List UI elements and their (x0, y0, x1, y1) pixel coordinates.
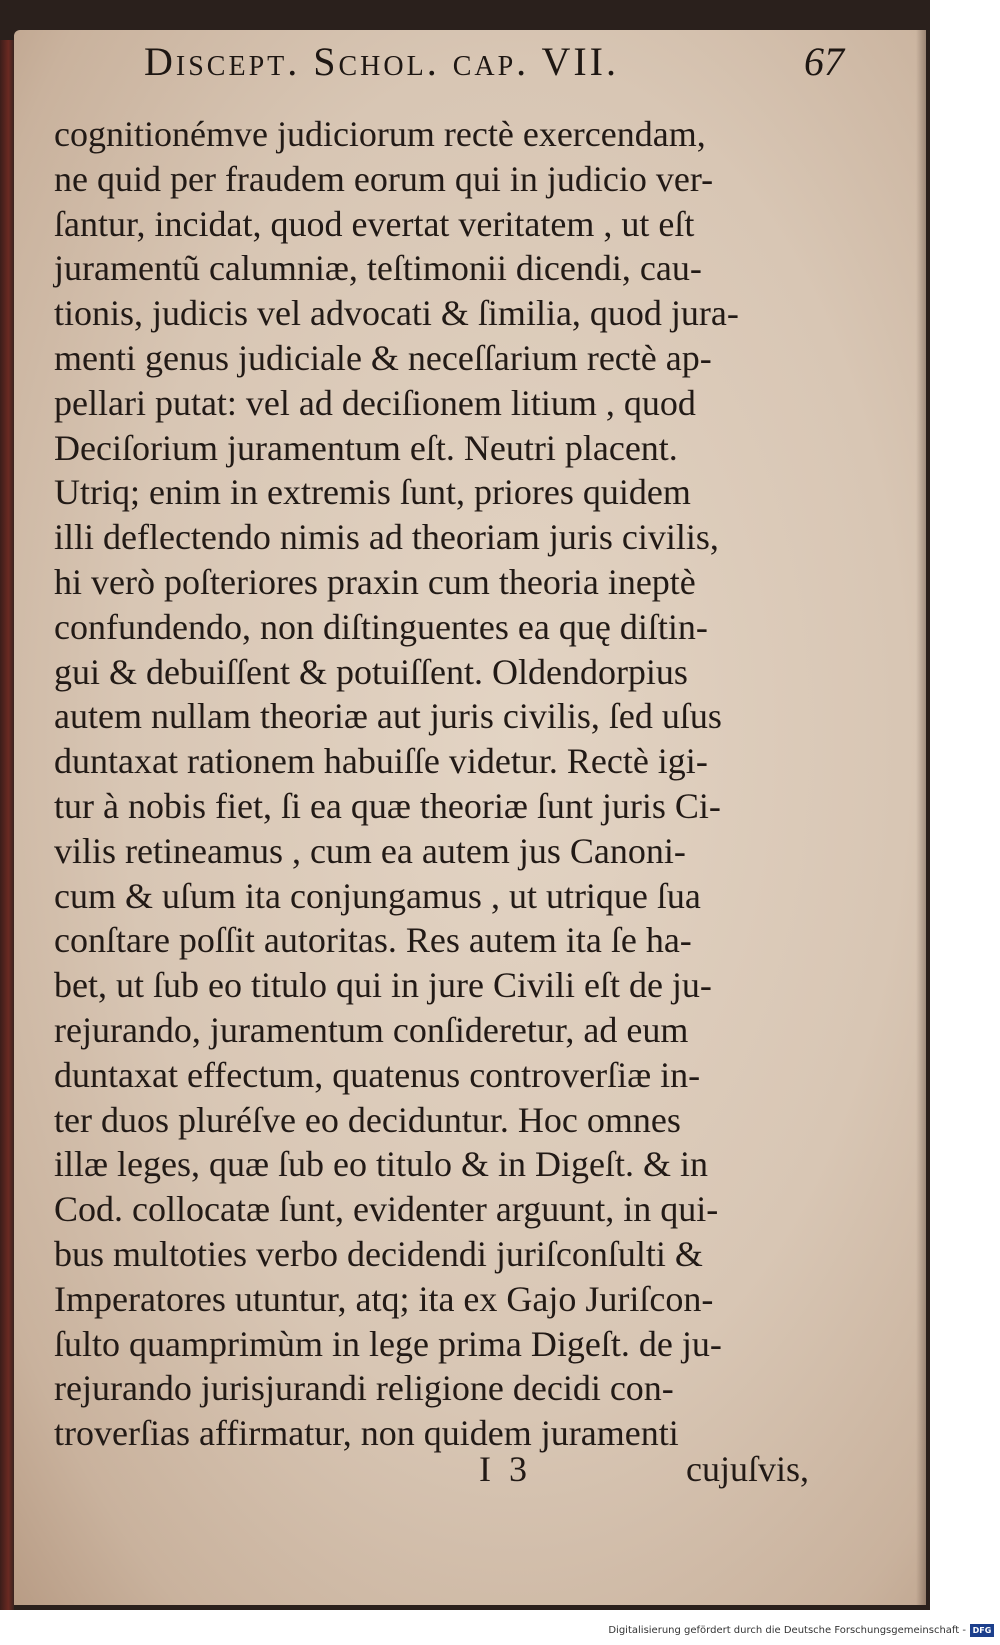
text-line: illæ leges, quæ ſub eo titulo & in Digeſt. & in (54, 1144, 708, 1185)
text-line: illi deflectendo nimis ad theoriam juris civilis, (54, 517, 719, 558)
text-line: hi verò poſteriores praxin cum theoria ineptè (54, 561, 696, 602)
text-line: troverſias affirmatur, non quidem juramenti (54, 1413, 679, 1454)
text-line: ne quid per fraudem eorum qui in judicio ver- (54, 158, 714, 199)
signature-mark: I 3 (479, 1449, 527, 1489)
text-line: rejurando, juramentum conſideretur, ad eum (54, 1009, 689, 1050)
catchword: cujuſvis, (686, 1449, 809, 1489)
running-head (144, 38, 844, 98)
text-line: menti genus judiciale & neceſſarium rectè ap- (54, 337, 712, 378)
text-line: duntaxat effectum, quatenus controverſiæ in- (54, 1054, 701, 1095)
running-title: Discept. Schol. cap. VII. (144, 39, 619, 84)
digitization-footer (0, 1620, 1000, 1645)
text-line: Utriq; enim in extremis ſunt, priores quidem (54, 472, 691, 513)
text-line: cum & uſum ita conjungamus , ut utrique ſua (54, 875, 701, 916)
page-number: 67 (804, 39, 844, 84)
text-line: vilis retineamus , cum ea autem jus Canoni- (54, 830, 686, 871)
body-text (54, 112, 884, 1456)
text-line: gui & debuiſſent & potuiſſent. Oldendorpius (54, 651, 688, 692)
text-line: tionis, judicis vel advocati & ſimilia, quod jura- (54, 293, 739, 334)
text-line: juramentũ calumniæ, teſtimonii dicendi, cau- (54, 248, 702, 289)
dfg-logo: DFG (970, 1624, 994, 1637)
text-line: ter duos pluréſve eo deciduntur. Hoc omnes (54, 1099, 681, 1140)
funding-note: Digitalisierung gefördert durch die Deutsche Forschungsgemeinschaft - (608, 1625, 966, 1636)
text-line: bet, ut ſub eo titulo qui in jure Civili eſt de ju- (54, 965, 712, 1006)
text-line: cognitionémve judiciorum rectè exercendam, (54, 114, 706, 154)
text-line: pellari putat: vel ad deciſionem litium , quod (54, 382, 696, 423)
text-line: Cod. collocatæ ſunt, evidenter arguunt, in qui- (54, 1189, 719, 1230)
text-line: Deciſorium juramentum eſt. Neutri placent. (54, 427, 678, 468)
text-line: ſulto quamprimùm in lege prima Digeſt. de ju- (54, 1323, 722, 1364)
text-line: confundendo, non diſtinguentes ea quę diſtin- (54, 606, 708, 647)
book-spine (0, 40, 14, 1610)
text-line: duntaxat rationem habuiſſe videtur. Rectè igi- (54, 741, 708, 782)
book-page (14, 30, 926, 1605)
text-line: tur à nobis fiet, ſi ea quæ theoriæ ſunt juris Ci- (54, 785, 721, 826)
text-line: bus multoties verbo decidendi juriſconſulti & (54, 1233, 703, 1274)
text-line: conſtare poſſit autoritas. Res autem ita ſe ha- (54, 920, 692, 961)
page-edge-shadow (916, 30, 926, 1605)
text-line: autem nullam theoriæ aut juris civilis, ſed uſus (54, 696, 722, 737)
text-line: rejurando jurisjurandi religione decidi con- (54, 1368, 674, 1409)
text-line: Imperatores utuntur, atq; ita ex Gajo Juriſcon- (54, 1278, 714, 1319)
text-line: ſantur, incidat, quod evertat veritatem , ut eſt (54, 203, 695, 244)
